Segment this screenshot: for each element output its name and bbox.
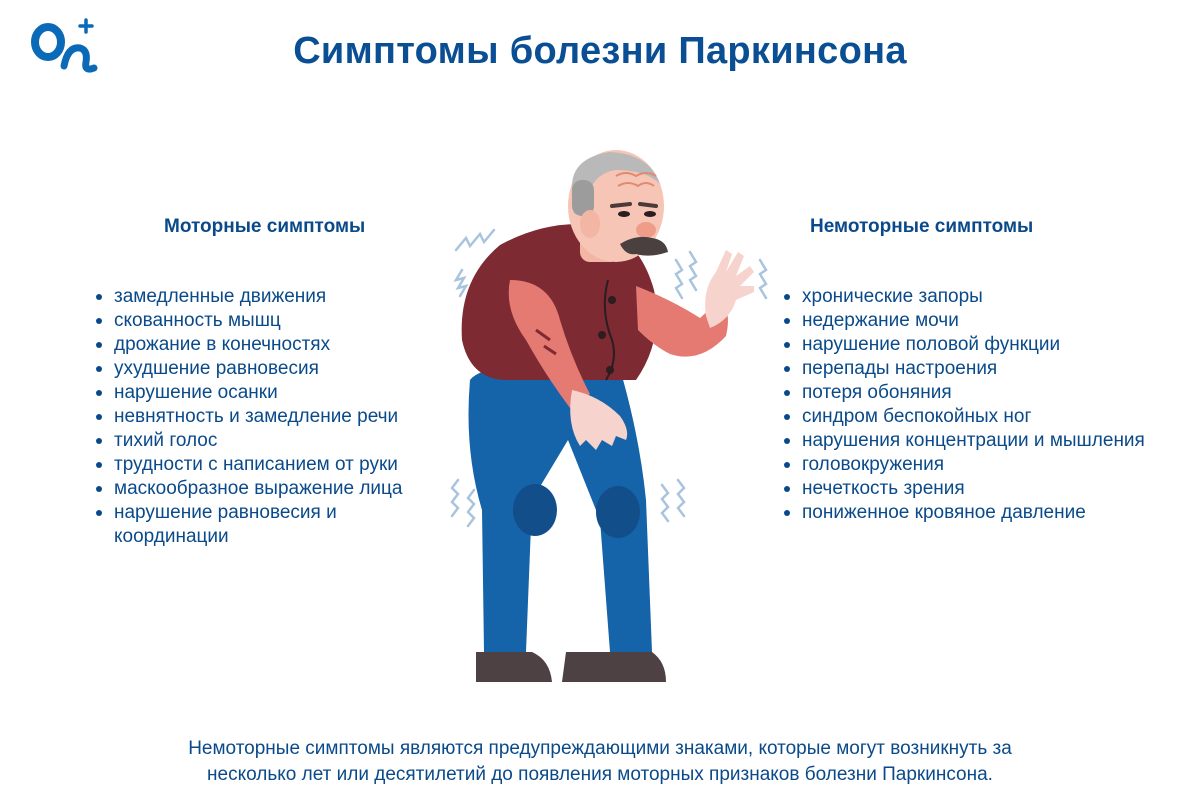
nonmotor-symptoms-heading: Немоторные симптомы	[810, 216, 1034, 237]
page-title: Симптомы болезни Паркинсона	[293, 30, 907, 72]
motor-symptom-item: дрожание в конечностях	[92, 333, 432, 357]
motor-symptom-item: нарушение осанки	[92, 381, 432, 405]
footer-line-2: несколько лет или десятилетий до появления моторных признаков болезни Паркинсона.	[207, 764, 993, 785]
nonmotor-symptom-item: пониженное кровяное давление	[780, 501, 1190, 525]
nonmotor-symptom-item: перепады настроения	[780, 357, 1190, 381]
motor-symptoms-list	[92, 285, 432, 549]
motor-symptom-item: замедленные движения	[92, 285, 432, 309]
motor-symptom-item: тихий голос	[92, 429, 432, 453]
nonmotor-symptom-item: синдром беспокойных ног	[780, 405, 1190, 429]
nonmotor-symptom-item: головокружения	[780, 453, 1190, 477]
nonmotor-symptom-item: нечеткость зрения	[780, 477, 1190, 501]
nonmotor-symptom-item: нарушение половой функции	[780, 333, 1190, 357]
nonmotor-symptom-item: потеря обоняния	[780, 381, 1190, 405]
motor-symptom-item: ухудшение равновесия	[92, 357, 432, 381]
motor-symptom-item: невнятность и замедление речи	[92, 405, 432, 429]
motor-symptom-item: нарушение равновесия и координации	[92, 501, 432, 549]
motor-symptom-item: трудности с написанием от руки	[92, 453, 432, 477]
motor-symptom-item: скованность мышц	[92, 309, 432, 333]
motor-symptom-item: маскообразное выражение лица	[92, 477, 432, 501]
nonmotor-symptom-item: недержание мочи	[780, 309, 1190, 333]
footer-note	[0, 736, 1200, 788]
nonmotor-symptom-item: нарушения концентрации и мышления	[780, 429, 1190, 453]
motor-symptoms-heading: Моторные симптомы	[164, 216, 366, 237]
footer-line-1: Немоторные симптомы являются предупреждающими знаками, которые могут возникнуть за	[188, 738, 1012, 759]
elderly-man-tremor-illustration	[440, 140, 770, 690]
nonmotor-symptom-item: хронические запоры	[780, 285, 1190, 309]
nonmotor-symptoms-list	[780, 285, 1190, 525]
